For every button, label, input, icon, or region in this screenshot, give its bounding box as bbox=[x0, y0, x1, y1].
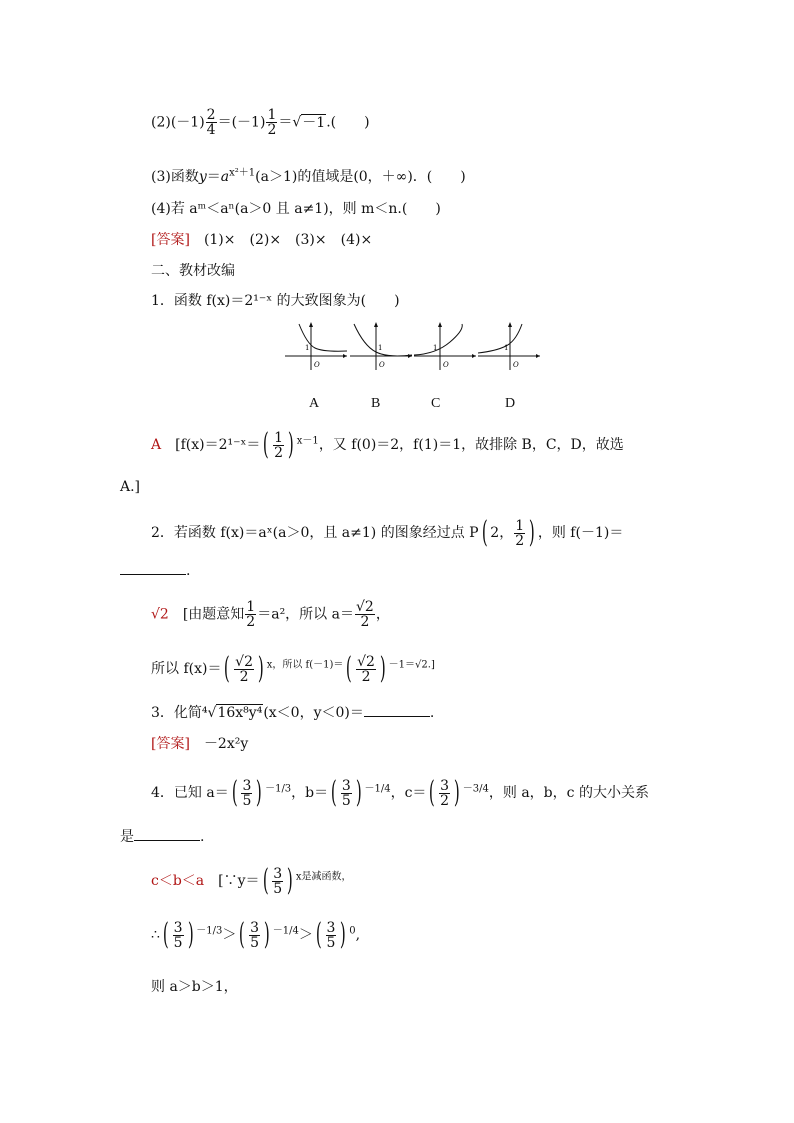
graph-c bbox=[414, 320, 478, 372]
problem-3-question: 3．化简⁴√16x⁸y⁴(x＜0，y＜0)＝ . bbox=[151, 705, 435, 721]
problem-1-question: 1．函数 f(x)＝2¹⁻ˣ 的大致图象为( ) bbox=[151, 293, 400, 309]
svg-text:1: 1 bbox=[305, 344, 310, 352]
problem-4-question: 4．已知 a＝( $\frac{3}{5}$ ) $^{-1/3}$，b＝( $\frac{3}{5}$ ) $^{-1/4}$，c＝( $\frac{3}{2}$ ) $^{-3/4}$，则 a，b，c 的大小关系 bbox=[151, 775, 649, 810]
problem-4-question-end: 是 . bbox=[120, 829, 205, 845]
graph-label-b: B bbox=[371, 396, 381, 411]
item-3: (3)函数$y=a^{x^2+1}(a>1)$的值域是(0，＋∞)．( ) bbox=[151, 167, 466, 185]
exponent-2-4: $\frac{2}{4}$ bbox=[206, 107, 216, 138]
graph-label-a: A bbox=[309, 396, 320, 411]
problem-1-solution: A [f(x)＝2¹⁻ˣ＝( $\frac{1}{2}$ ) $^{x-1}$，又 f(0)＝2，f(1)＝1，故排除 B，C，D，故选 bbox=[151, 427, 624, 462]
graph-b bbox=[350, 320, 414, 372]
svg-text:O: O bbox=[314, 361, 320, 369]
section-title: 二、教材改编 bbox=[151, 263, 235, 279]
item-4: (4)若 aᵐ＜aⁿ(a＞0 且 a≠1)，则 m＜n.( ) bbox=[151, 201, 441, 217]
svg-text:O: O bbox=[379, 361, 385, 369]
problem-4-solution-2: ∴( $\frac{3}{5}$ ) $^{-1/3}$＞( $\frac{3}{5}$ ) $^{-1/4}$＞( $\frac{3}{5}$ ) $^0$, bbox=[151, 917, 361, 952]
svg-text:O: O bbox=[513, 361, 519, 369]
graph-d bbox=[478, 320, 542, 372]
problem-2-solution: √2 [由题意知 $\frac{1}{2}$ ＝a²，所以 a＝ $\frac{√2}{2}$ ， bbox=[151, 599, 390, 630]
svg-text:1: 1 bbox=[378, 344, 383, 352]
problem-4-solution-3: 则 a＞b＞1， bbox=[151, 979, 238, 995]
problem-3-answer: [答案] －2x²y bbox=[151, 736, 249, 752]
exponent-1-2: $\frac{1}{2}$ bbox=[267, 107, 277, 138]
problem-2-question: 2．若函数 f(x)＝aˣ(a＞0，且 a≠1) 的图象经过点 P( 2， $\frac{1}{2}$ ) ，则 f(－1)＝ bbox=[151, 515, 624, 550]
problem-2-solution-2: 所以 f(x)＝( $\frac{√2}{2}$ ) $^{x,所以 f(-1)=}$( $\frac{√2}{2}$ ) $^{-1=√2.]}$ bbox=[151, 651, 435, 686]
svg-text:1: 1 bbox=[433, 344, 438, 352]
answer-1: [答案] (1)× (2)× (3)× (4)× bbox=[151, 232, 373, 248]
graph-label-d: D bbox=[505, 396, 516, 411]
svg-text:1: 1 bbox=[504, 344, 509, 352]
svg-text:O: O bbox=[443, 361, 449, 369]
problem-2-blank: . bbox=[120, 562, 190, 580]
graph-label-c: C bbox=[431, 396, 441, 411]
problem-4-solution: c＜b＜a [∵y＝( $\frac{3}{5}$ ) $^{x是减函数,}$ bbox=[151, 863, 352, 898]
item-2: (2)(－1) $\frac{2}{4}$ ＝(－1) $\frac{1}{2}$ ＝√－1.( ) bbox=[151, 107, 370, 138]
graph-a bbox=[285, 320, 349, 372]
problem-1-solution-end: A.] bbox=[120, 479, 141, 495]
